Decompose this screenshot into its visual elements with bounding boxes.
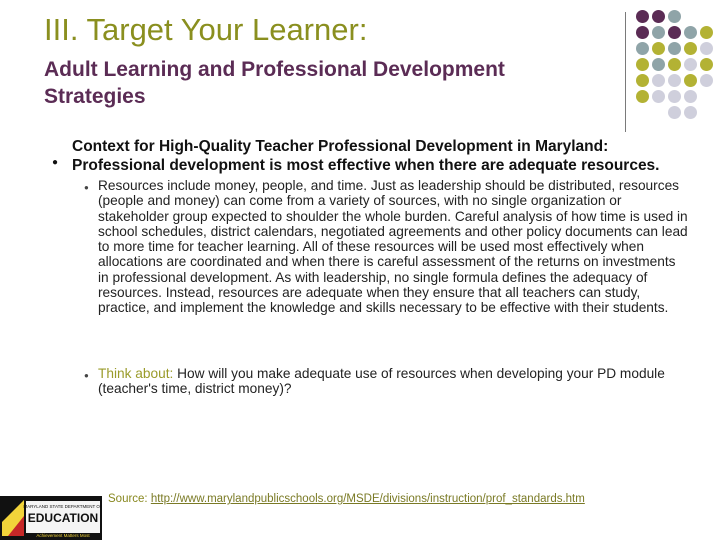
think-about-paragraph [98, 366, 688, 397]
context-heading: Context for High-Quality Teacher Professional Development in Maryland: [72, 138, 609, 155]
dot [636, 90, 649, 103]
dot [684, 42, 697, 55]
bullet-dot: ● [84, 371, 89, 380]
dot [668, 74, 681, 87]
dot [652, 42, 665, 55]
dot [700, 26, 713, 39]
dot [700, 74, 713, 87]
msde-logo [0, 496, 102, 540]
dot [636, 10, 649, 23]
dot [636, 58, 649, 71]
dot [668, 10, 681, 23]
dot [652, 10, 665, 23]
dot [668, 106, 681, 119]
divider-line [625, 12, 626, 132]
resources-paragraph: Resources include money, people, and time. Just as leadership should be distributed, resources (people and money) can come from a variety of sources, with no single organization or stakeholder group expected to shoulder the whole burden. Careful analysis of how time is used in school schedules, district calendars, negotiated agreements and other policy documents can lead to more time for teacher learning. All of these resources will be used most effectively when allocations are coordinated and when there is careful assessment of the returns on investments in professional development. As with leadership, no single formula defines the adequacy of resources. Instead, resources are adequate when they ensure that all teachers can study, practice, and implement the knowledge and skills necessary to be effective with their students. [98, 178, 688, 316]
source-link[interactable]: http://www.marylandpublicschools.org/MSDE/divisions/instruction/prof_standards.htm [150, 493, 585, 505]
source-label: Source: [108, 493, 151, 505]
bullet-dot: ● [84, 183, 89, 192]
dot [668, 90, 681, 103]
dot [684, 90, 697, 103]
dot [636, 42, 649, 55]
slide-subtitle: Adult Learning and Professional Development Strategies [44, 58, 505, 108]
think-about-lead: Think about: [98, 366, 174, 381]
source-citation [108, 493, 585, 505]
dot [668, 26, 681, 39]
dot [684, 106, 697, 119]
dot [684, 26, 697, 39]
dot [636, 74, 649, 87]
dot [684, 58, 697, 71]
dot [684, 74, 697, 87]
dot [700, 58, 713, 71]
bullet-dot: ● [52, 157, 59, 168]
dot [668, 58, 681, 71]
dot [700, 42, 713, 55]
main-point: Professional development is most effective when there are adequate resources. [72, 157, 660, 174]
dot [652, 58, 665, 71]
logo-line1: MARYLAND STATE DEPARTMENT OF [23, 504, 102, 509]
dot [668, 42, 681, 55]
slide-title: III. Target Your Learner: [44, 12, 368, 47]
context-block [72, 137, 692, 175]
dot [636, 26, 649, 39]
logo-tagline: Achievement Matters Most [36, 533, 90, 538]
decorative-dot-grid [634, 10, 720, 120]
dot [652, 90, 665, 103]
dot [652, 26, 665, 39]
think-about-text: How will you make adequate use of resources when developing your PD module (teacher's time, district money)? [98, 366, 665, 397]
dot [652, 74, 665, 87]
logo-line2: EDUCATION [27, 511, 99, 525]
